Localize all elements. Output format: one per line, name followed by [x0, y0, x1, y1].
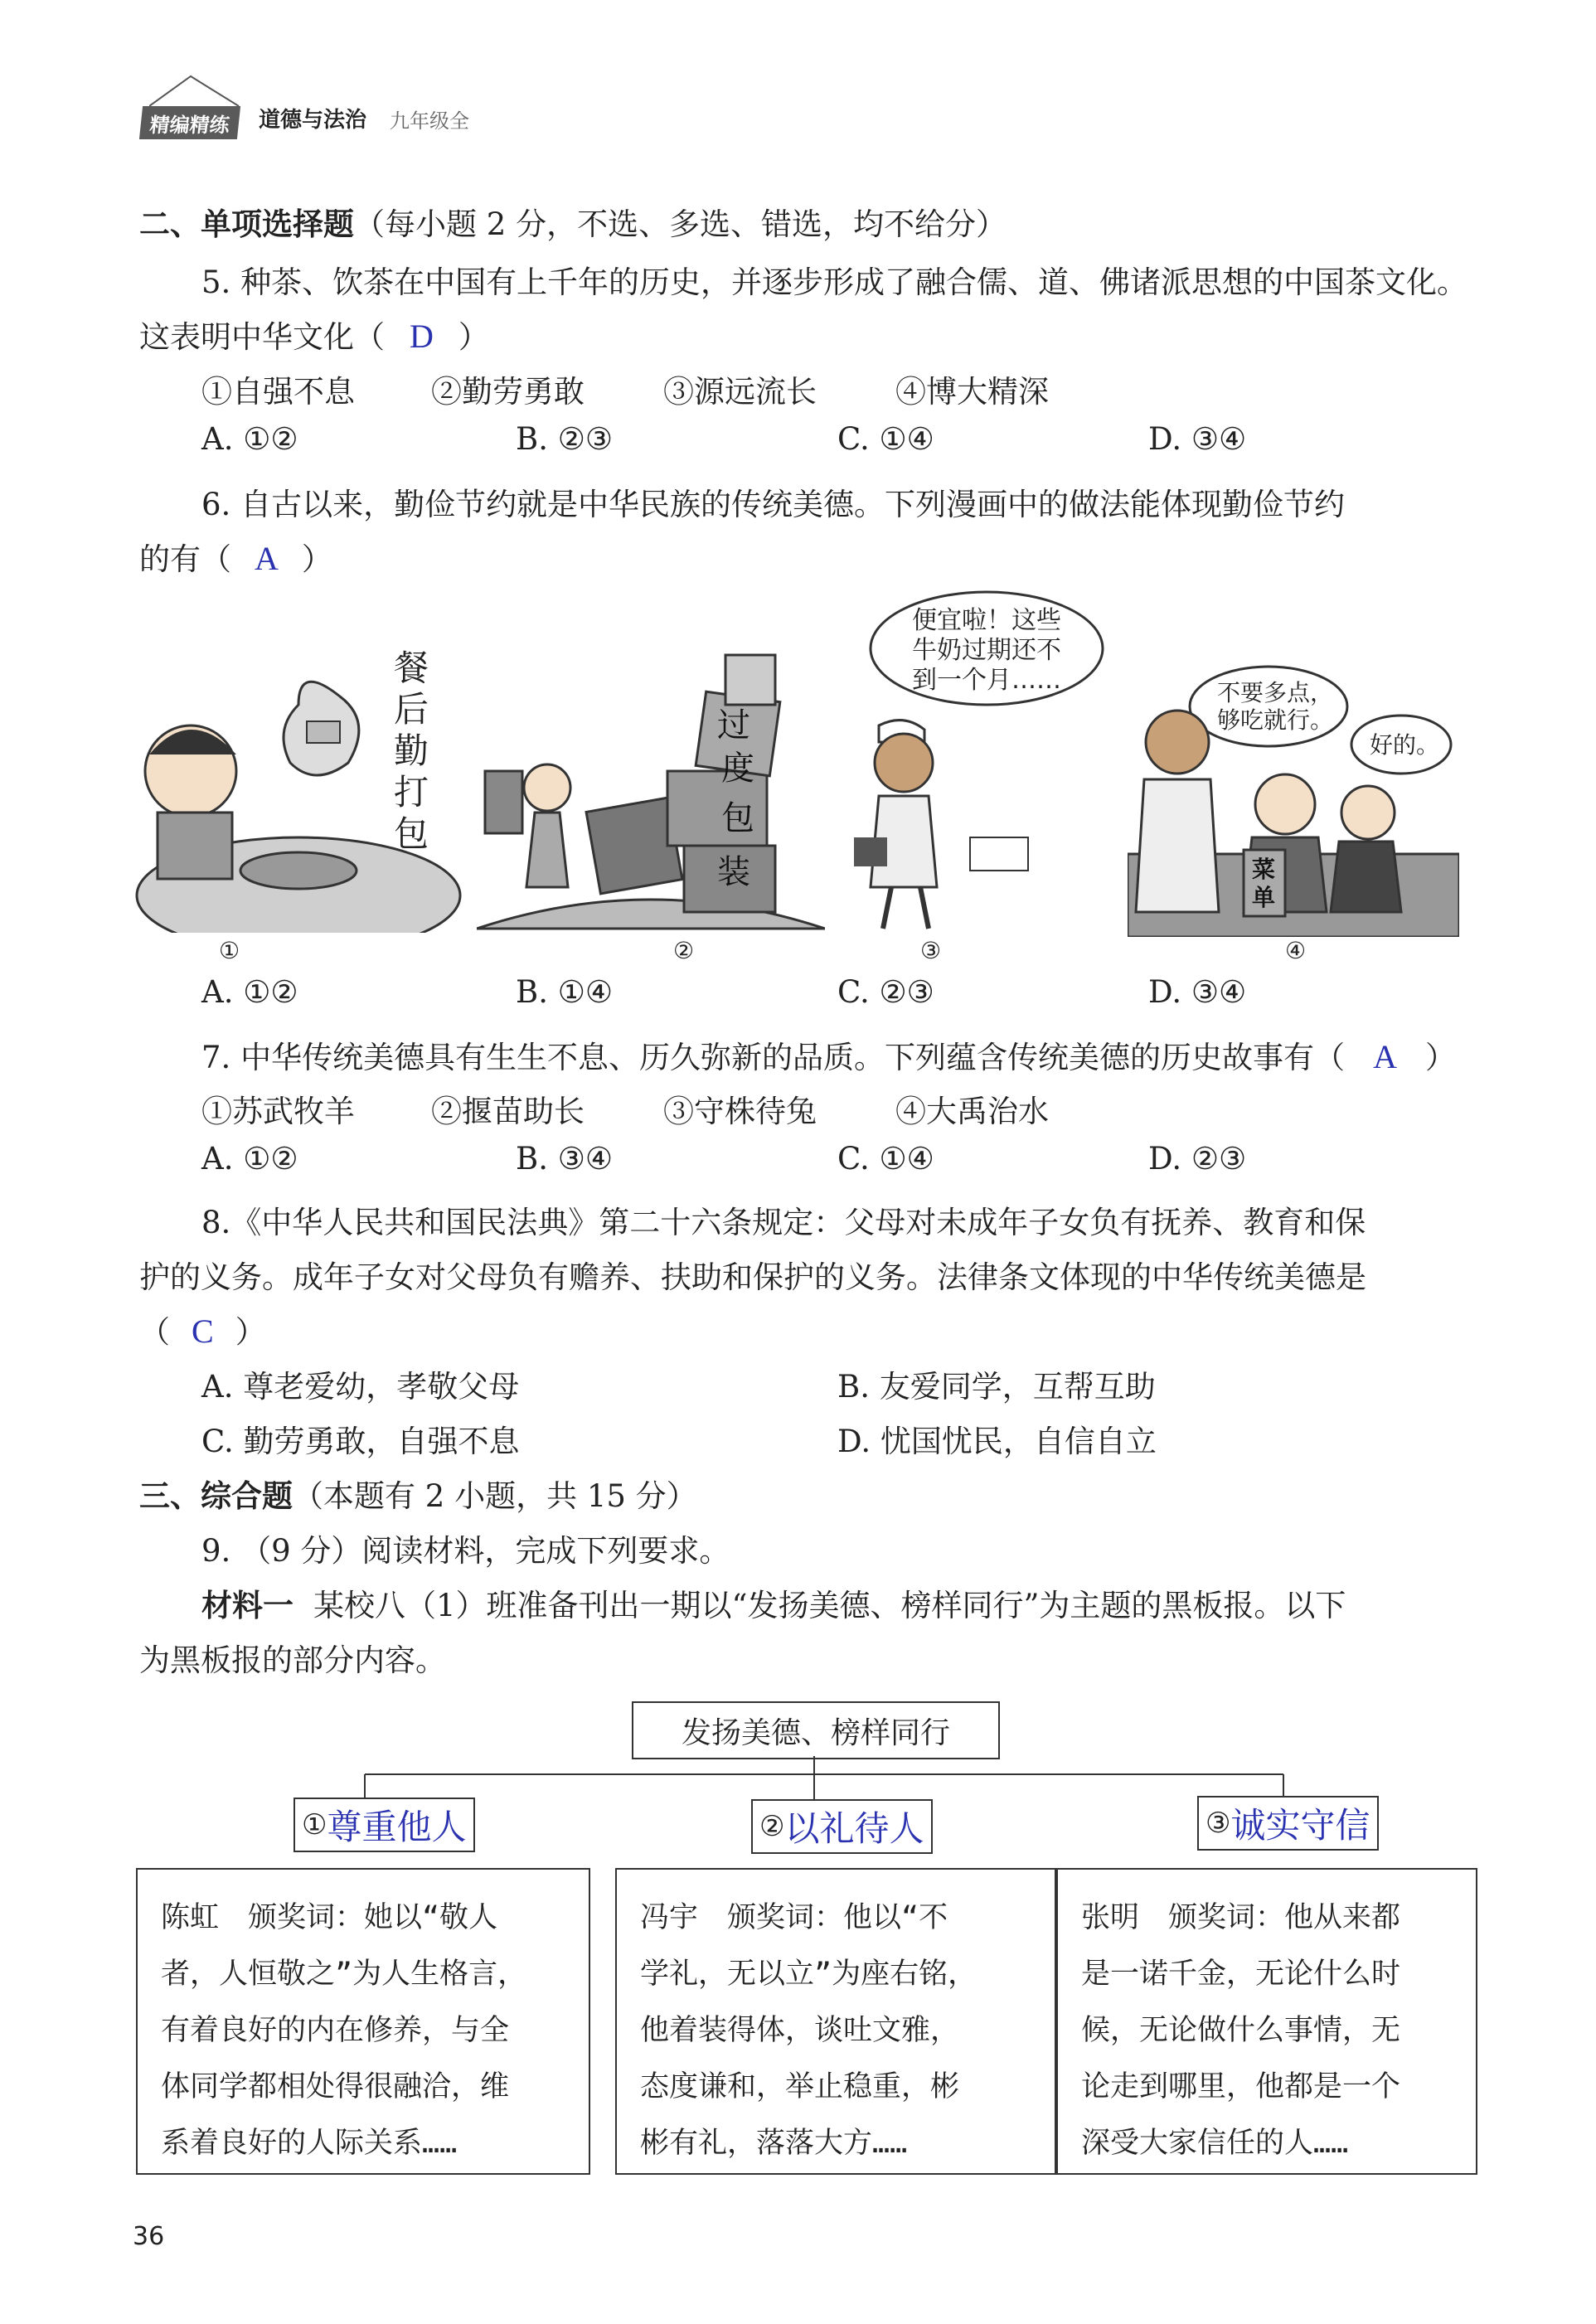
q7-option-c: C. ①④ — [837, 1141, 934, 1177]
q8-answer-line: （ C ） — [139, 1312, 266, 1350]
q6-stem-line1: 6. 自古以来，勤俭节约就是中华民族的传统美德。下列漫画中的做法能体现勤俭节约 — [201, 487, 1346, 522]
q8-option-a: A. 尊老爱幼，孝敬父母 — [201, 1369, 520, 1405]
cartoon-3-speech — [912, 606, 1061, 695]
cartoon-4-speech-2: 好的。 — [1370, 731, 1440, 759]
board-category-2-answer: 以礼待人 — [784, 1808, 924, 1849]
cartoon-4-line-1: 不要多点， — [1217, 679, 1334, 706]
cartoon-4-menu-char-1: 菜 — [1252, 856, 1276, 883]
section3-heading: 三、综合题（本题有 2 小题，共 15 分） — [139, 1478, 697, 1514]
cartoon-1-char-4: 打 — [394, 772, 429, 813]
q6-option-c: C. ②③ — [837, 974, 934, 1010]
q7-item-2: ②揠苗助长 — [431, 1094, 585, 1129]
q7-item-1: ①苏武牧羊 — [201, 1094, 355, 1129]
q5-stem-line1: 5. 种茶、饮茶在中国有上千年的历史，并逐步形成了融合儒、道、佛诸派思想的中国茶文化。 — [201, 264, 1468, 300]
board-category-3: ③ 诚实守信 — [1197, 1796, 1379, 1851]
q8-answer: C — [192, 1312, 214, 1350]
cartoon-2-char-1: 过 — [717, 706, 750, 745]
header-roof-icon — [149, 73, 240, 109]
q9-material-line2: 为黑板报的部分内容。 — [139, 1642, 446, 1678]
q8-stem-line1: 8.《中华人民共和国民法典》第二十六条规定：父母对未成年子女负有抚养、教育和保 — [201, 1205, 1366, 1240]
q6-option-a: A. ①② — [201, 974, 298, 1010]
subject-title: 道德与法治 — [259, 108, 367, 133]
q7-option-b: B. ③④ — [516, 1141, 614, 1177]
cartoon-label-2: ② — [673, 937, 695, 964]
q5-item-2: ②勤劳勇敢 — [431, 374, 585, 410]
q5-item-3: ③源远流长 — [663, 374, 817, 410]
q6-stem-line2: 的有（ A ） — [139, 540, 332, 577]
cartoon-2-char-2: 度 — [721, 750, 754, 788]
q5-stem-line2: 这表明中华文化（ D ） — [139, 318, 489, 355]
board-category-1-answer: 尊重他人 — [327, 1807, 467, 1847]
cartoon-4-line-2: 够吃就行。 — [1217, 706, 1334, 734]
q6-option-b: B. ①④ — [516, 974, 614, 1010]
cartoon-2-caption — [717, 706, 754, 891]
q7-answer: A — [1373, 1038, 1397, 1075]
q6-option-d: D. ③④ — [1148, 974, 1247, 1010]
q5-option-d: D. ③④ — [1148, 421, 1247, 457]
cartoon-1-caption — [394, 648, 429, 854]
q7-item-3: ③守株待兔 — [663, 1094, 817, 1129]
cartoon-4-ordering — [1128, 663, 1459, 937]
board-card-1: 陈虹 颁奖词：她以“敬人 者，人恒敬之”为人生格言， 有着良好的内在修养，与全 体同学都相处得很融洽，维 系着良好的人际关系…… — [136, 1868, 590, 2175]
q7-option-d: D. ②③ — [1148, 1141, 1247, 1177]
grade-label: 九年级全 — [390, 109, 469, 133]
q7-option-a: A. ①② — [201, 1141, 298, 1177]
cartoon-4-speech-1 — [1217, 679, 1333, 734]
series-logo: 精编精练 — [139, 106, 240, 139]
cartoon-3-line-1: 便宜啦！这些 — [912, 606, 1061, 635]
cartoon-1-char-1: 餐 — [394, 648, 429, 688]
cartoon-3-line-3: 到一个月…… — [912, 666, 1061, 695]
cartoon-1-takeaway — [133, 647, 464, 933]
q8-stem-line2: 护的义务。成年子女对父母负有赡养、扶助和保护的义务。法律条文体现的中华传统美德是 — [139, 1259, 1366, 1295]
cartoon-label-1: ① — [219, 937, 240, 964]
q5-answer: D — [410, 318, 434, 355]
q8-option-d: D. 忧国忧民，自信自立 — [837, 1424, 1157, 1459]
cartoon-4-menu — [1252, 856, 1275, 911]
board-category-1: ① 尊重他人 — [293, 1798, 475, 1852]
q9-material-line1: 材料一 某校八（1）班准备刊出一期以“发扬美德、榜样同行”为主题的黑板报。以下 — [201, 1588, 1346, 1623]
q8-option-c: C. 勤劳勇敢，自强不息 — [201, 1424, 520, 1459]
board-card-3: 张明 颁奖词：他从来都 是一诺千金，无论什么时 候，无论做什么事情，无 论走到哪里，他都是一个 深受大家信任的人…… — [1056, 1868, 1477, 2175]
q8-option-b: B. 友爱同学，互帮互助 — [837, 1369, 1156, 1405]
q5-item-1: ①自强不息 — [201, 374, 355, 410]
q5-item-4: ④博大精深 — [895, 374, 1049, 410]
q7-stem: 7. 中华传统美德具有生生不息、历久弥新的品质。下列蕴含传统美德的历史故事有（ A ） — [201, 1038, 1456, 1075]
cartoon-2-char-3: 包 — [721, 799, 754, 837]
cartoon-2-char-4: 装 — [717, 853, 750, 891]
board-card-2: 冯宇 颁奖词：他以“不 学礼，无以立”为座右铭， 他着装得体，谈吐文雅， 态度谦和，举止稳重，彬 彬有礼，落落大方…… — [615, 1868, 1056, 2175]
section2-heading: 二、单项选择题（每小题 2 分，不选、多选、错选，均不给分） — [139, 206, 1007, 242]
q5-option-b: B. ②③ — [516, 421, 614, 457]
cartoon-label-3: ③ — [920, 937, 942, 964]
cartoon-3-expired-milk — [846, 589, 1111, 937]
cartoon-3-line-2: 牛奶过期还不 — [912, 636, 1061, 665]
cartoon-1-char-3: 勤 — [394, 730, 429, 771]
board-category-2: ② 以礼待人 — [751, 1799, 933, 1854]
material-label: 材料一 — [201, 1588, 293, 1623]
q9-stem: 9. （9 分）阅读材料，完成下列要求。 — [201, 1533, 730, 1569]
q7-item-4: ④大禹治水 — [895, 1094, 1049, 1129]
board-category-3-answer: 诚实守信 — [1230, 1805, 1370, 1846]
cartoon-1-char-5: 包 — [394, 813, 429, 854]
q6-answer: A — [255, 540, 279, 577]
cartoon-4-menu-char-2: 单 — [1252, 884, 1276, 911]
cartoon-label-4: ④ — [1285, 937, 1307, 964]
q5-option-c: C. ①④ — [837, 421, 934, 457]
page-number: 36 — [133, 2222, 165, 2251]
cartoon-1-char-2: 后 — [394, 689, 429, 730]
q5-option-a: A. ①② — [201, 421, 298, 457]
cartoon-2-overpackaging — [477, 647, 825, 933]
board-title: 发扬美德、榜样同行 — [632, 1701, 1000, 1759]
